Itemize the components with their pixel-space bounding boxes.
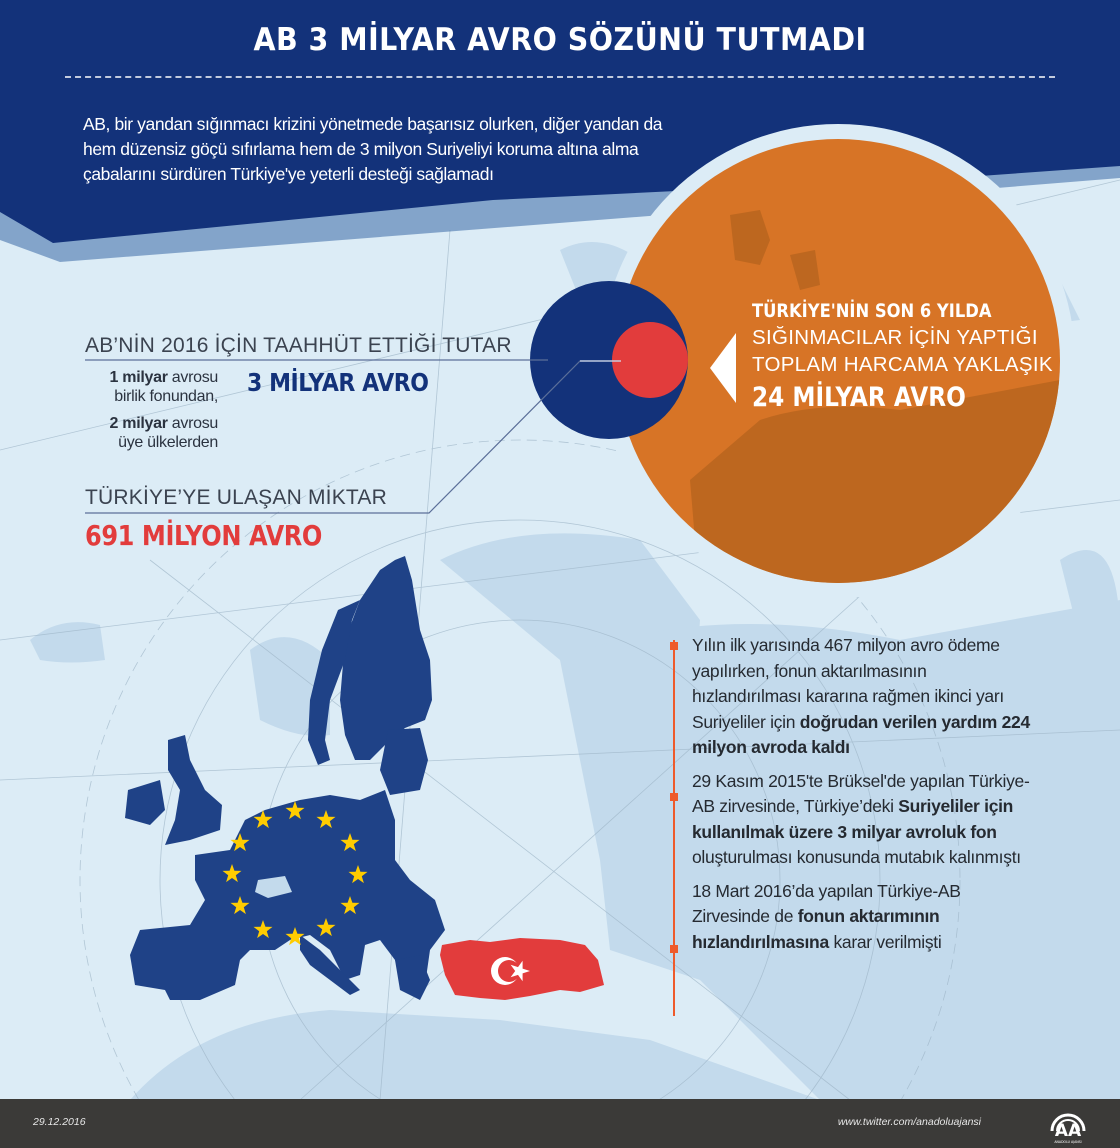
breakdown-amount: 1 milyar [109,369,168,386]
twitter-link[interactable]: www.twitter.com/anadoluajansi [837,1116,981,1128]
bullet-text: 29 Kasım 2015'te Brüksel'de yapılan Türkiye-AB zirvesinde, Türkiye’deki [692,770,1030,816]
breakdown-amount: 2 milyar [109,415,168,432]
breakdown-unit: avrosu [167,415,218,432]
svg-text:ANADOLU AJANSI: ANADOLU AJANSI [1054,1140,1082,1144]
spending-line-1: TÜRKİYE'NİN SON 6 YILDA [752,300,992,322]
page-title: AB 3 MİLYAR AVRO SÖZÜNÜ TUTMADI [253,22,867,58]
intro-line: çabalarını sürdüren Türkiye'ye yeterli desteği sağlamadı [83,164,494,184]
turkey-spending-callout [752,300,1053,413]
footer [0,1099,1120,1148]
bullet-item [692,769,1032,871]
spending-line-3: TOPLAM HARCAMA YAKLAŞIK [752,353,1053,376]
breakdown-source: birlik fonundan, [114,388,218,405]
bullet-text-bold: doğrudan verilen yardım 224 milyon avroda kaldı [692,711,1030,757]
spending-line-2: SIĞINMACILAR İÇİN YAPTIĞI [752,326,1038,349]
received-amount: 691 MİLYON AVRO [85,519,322,552]
intro-line: AB, bir yandan sığınmacı krizini yönetmede başarısız olurken, diğer yandan da [83,114,663,134]
commitment-amount: 3 MİLYAR AVRO [247,368,429,397]
timeline-line [673,640,675,1016]
commitment-label: AB’NİN 2016 İÇİN TAAHHÜT ETTİĞİ TUTAR [85,334,512,357]
breakdown-unit: avrosu [167,369,218,386]
commitment-breakdown [90,368,218,460]
breakdown-item [90,368,218,406]
anadolu-agency-logo-icon [1048,1101,1088,1145]
title-divider [65,76,1055,78]
intro-text [83,112,703,187]
intro-line: hem düzensiz göçü sıfırlama hem de 3 milyon Suriyeliyi koruma altına alma [83,139,639,159]
received-circle [612,322,688,398]
spending-amount: 24 MİLYAR AVRO [752,382,966,413]
bullet-text-bold: fonun aktarımının hızlandırılmasına [692,906,940,952]
bullet-text: Yılın ilk yarısında 467 milyon avro ödeme yapılırken, fonun aktarılmasının hızlandırılması kararına rağmen ikinci yarı Suriyeliler için [692,635,1004,732]
breakdown-item [90,414,218,452]
timeline-marker [670,945,678,953]
bullet-item [692,879,1032,956]
turkey-flag-map [440,938,604,1000]
timeline-marker [670,793,678,801]
bullet-text-bold: Suriyeliler için kullanılmak üzere 3 milyar avroluk fon [692,796,1014,842]
bullet-item [692,633,1032,761]
bullet-text: oluşturulması konusunda mutabık kalınmıştı [692,847,1021,867]
publish-date: 29.12.2016 [33,1116,86,1128]
breakdown-source: üye ülkelerden [118,434,218,451]
received-label: TÜRKİYE’YE ULAŞAN MİKTAR [85,486,387,509]
bullet-text: 18 Mart 2016’da yapılan Türkiye-AB Zirvesinde de [692,880,961,926]
timeline-marker [670,642,678,650]
bullet-text: karar verilmişti [828,931,942,952]
timeline-bullets [692,633,1032,963]
svg-text:AA: AA [1054,1121,1082,1141]
